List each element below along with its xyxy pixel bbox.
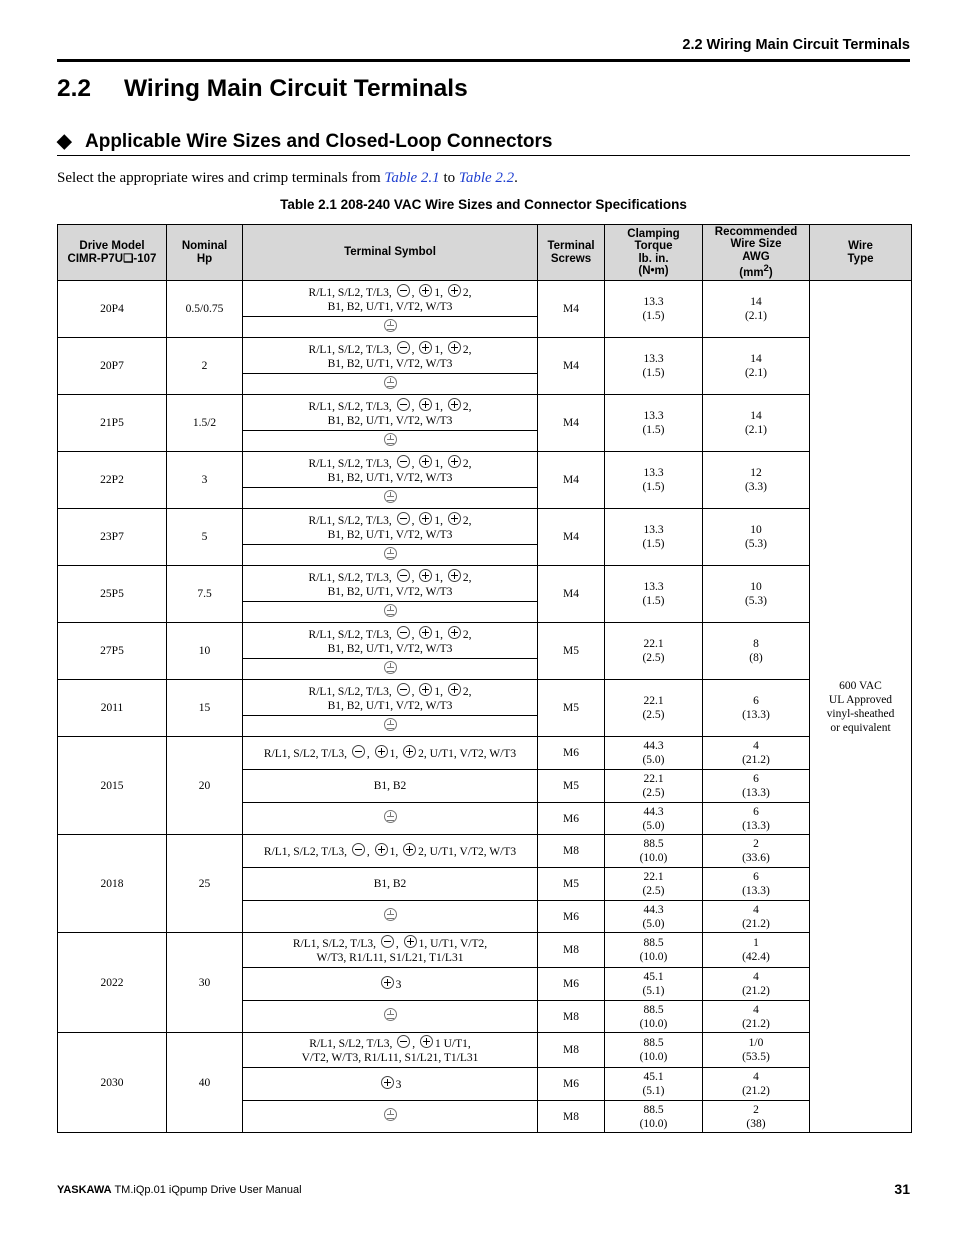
subsection-heading — [57, 130, 553, 153]
ground-icon — [384, 1008, 397, 1021]
ground-terminal-cell — [243, 1001, 538, 1033]
section-number: 2.2 — [57, 75, 92, 102]
plus-terminal-icon — [448, 341, 461, 354]
plus-terminal-icon — [419, 398, 432, 411]
screw-cell: M4 — [538, 509, 605, 566]
screw-cell: M5 — [538, 623, 605, 680]
terminal-symbol-cell: B1, B2 — [243, 868, 538, 901]
model-cell: 2015 — [58, 737, 167, 835]
wire-size-cell: 10 (5.3) — [703, 509, 810, 566]
table-row — [58, 737, 912, 770]
model-cell: 21P5 — [58, 395, 167, 452]
page-number: 31 — [894, 1181, 910, 1197]
wire-size-cell: 6 (13.3) — [703, 868, 810, 901]
section-title: Wiring Main Circuit Terminals — [124, 75, 468, 102]
hp-cell: 2 — [167, 338, 243, 395]
plus-terminal-icon — [381, 1076, 394, 1089]
ground-terminal-cell — [243, 374, 538, 395]
hp-cell: 10 — [167, 623, 243, 680]
terminal-symbol-cell: R/L1, S/L2, T/L3, , 1, 2, U/T1, V/T2, W/T3 — [243, 835, 538, 868]
ground-icon — [384, 718, 397, 731]
col-header-torque: Clamping Torque lb. in. (N•m) — [605, 225, 703, 281]
wire-size-cell: 2 (33.6) — [703, 835, 810, 868]
terminal-symbol-cell: R/L1, S/L2, T/L3, , 1, U/T1, V/T2, W/T3, R1/L11, S1/L21, T1/L31 — [243, 933, 538, 968]
ground-icon — [384, 661, 397, 674]
col-header-wire-size: Recommended Wire Size AWG $(mm^2)$ — [703, 225, 810, 281]
table-row — [58, 395, 912, 431]
torque-cell: 44.3 (5.0) — [605, 737, 703, 770]
screw-cell: M6 — [538, 737, 605, 770]
hp-cell: 7.5 — [167, 566, 243, 623]
table-row — [58, 680, 912, 716]
terminal-symbol-cell: R/L1, S/L2, T/L3, , 1, 2, U/T1, V/T2, W/T3 — [243, 737, 538, 770]
plus-terminal-icon — [375, 745, 388, 758]
screw-cell: M8 — [538, 1033, 605, 1068]
ground-icon — [384, 376, 397, 389]
table-2-2-link[interactable]: Table 2.2 — [458, 170, 515, 186]
screw-cell: M8 — [538, 835, 605, 868]
screw-cell: M6 — [538, 968, 605, 1001]
intro-text: Select the appropriate wires and crimp terminals from — [57, 170, 385, 186]
terminal-symbol-cell: R/L1, S/L2, T/L3, , 1, 2, B1, B2, U/T1, V/T2, W/T3 — [243, 395, 538, 431]
footer-manual-title — [57, 1184, 302, 1196]
ground-terminal-cell — [243, 1101, 538, 1133]
terminal-symbol-cell: R/L1, S/L2, T/L3, , 1, 2, B1, B2, U/T1, V/T2, W/T3 — [243, 509, 538, 545]
plus-terminal-icon — [419, 626, 432, 639]
table-row — [58, 835, 912, 868]
ground-terminal-cell — [243, 488, 538, 509]
model-cell: 2022 — [58, 933, 167, 1033]
ground-icon — [384, 490, 397, 503]
torque-cell: 88.5 (10.0) — [605, 933, 703, 968]
minus-terminal-icon — [397, 512, 410, 525]
screw-cell: M5 — [538, 770, 605, 803]
ground-terminal-cell — [243, 431, 538, 452]
footer-manual-name: TM.iQp.01 iQpump Drive User Manual — [111, 1184, 302, 1196]
torque-cell: 22.1 (2.5) — [605, 623, 703, 680]
model-cell: 2018 — [58, 835, 167, 933]
table-row — [58, 509, 912, 545]
wire-size-cell: 6 (13.3) — [703, 803, 810, 835]
terminal-symbol-cell: R/L1, S/L2, T/L3, , 1, 2, B1, B2, U/T1, V/T2, W/T3 — [243, 680, 538, 716]
screw-cell: M5 — [538, 868, 605, 901]
wire-size-cell: 4 (21.2) — [703, 968, 810, 1001]
subsection-rule — [57, 155, 910, 156]
minus-terminal-icon — [397, 398, 410, 411]
ground-terminal-cell — [243, 545, 538, 566]
screw-cell: M8 — [538, 1001, 605, 1033]
plus-terminal-icon — [419, 284, 432, 297]
torque-cell: 13.3 (1.5) — [605, 338, 703, 395]
plus-terminal-icon — [420, 1035, 433, 1048]
screw-cell: M5 — [538, 680, 605, 737]
wire-size-table — [57, 224, 912, 1133]
ground-terminal-cell — [243, 602, 538, 623]
screw-cell: M4 — [538, 452, 605, 509]
hp-cell: 20 — [167, 737, 243, 835]
plus-terminal-icon — [448, 683, 461, 696]
minus-terminal-icon — [397, 284, 410, 297]
col-header-hp: Nominal Hp — [167, 225, 243, 281]
terminal-symbol-cell: R/L1, S/L2, T/L3, , 1, 2, B1, B2, U/T1, V/T2, W/T3 — [243, 623, 538, 659]
torque-cell: 13.3 (1.5) — [605, 509, 703, 566]
minus-terminal-icon — [397, 341, 410, 354]
minus-terminal-icon — [397, 626, 410, 639]
hp-cell: 40 — [167, 1033, 243, 1133]
plus-terminal-icon — [403, 843, 416, 856]
table-row — [58, 338, 912, 374]
table-row — [58, 566, 912, 602]
model-cell: 2030 — [58, 1033, 167, 1133]
ground-icon — [384, 319, 397, 332]
ground-terminal-cell — [243, 803, 538, 835]
terminal-symbol-cell: R/L1, S/L2, T/L3, , 1, 2, B1, B2, U/T1, V/T2, W/T3 — [243, 281, 538, 317]
col-header-screws: Terminal Screws — [538, 225, 605, 281]
table-row — [58, 1033, 912, 1068]
wire-size-cell: 6 (13.3) — [703, 770, 810, 803]
wire-size-cell: 8 (8) — [703, 623, 810, 680]
model-cell: 27P5 — [58, 623, 167, 680]
table-row — [58, 281, 912, 317]
wire-size-cell: 1/0 (53.5) — [703, 1033, 810, 1068]
plus-terminal-icon — [381, 976, 394, 989]
running-header: 2.2 Wiring Main Circuit Terminals — [682, 37, 910, 53]
plus-terminal-icon — [419, 341, 432, 354]
screw-cell: M4 — [538, 281, 605, 338]
ground-icon — [384, 908, 397, 921]
minus-terminal-icon — [397, 455, 410, 468]
plus-terminal-icon — [419, 512, 432, 525]
torque-cell: 88.5 (10.0) — [605, 835, 703, 868]
torque-cell: 13.3 (1.5) — [605, 566, 703, 623]
screw-cell: M6 — [538, 1068, 605, 1101]
torque-cell: 22.1 (2.5) — [605, 680, 703, 737]
wire-size-cell: 4 (21.2) — [703, 1068, 810, 1101]
table-row — [58, 452, 912, 488]
ground-terminal-cell — [243, 659, 538, 680]
wire-size-cell: 12 (3.3) — [703, 452, 810, 509]
torque-cell: 13.3 (1.5) — [605, 395, 703, 452]
screw-cell: M4 — [538, 395, 605, 452]
header-rule — [57, 59, 910, 62]
ground-icon — [384, 547, 397, 560]
screw-cell: M6 — [538, 803, 605, 835]
plus-terminal-icon — [448, 398, 461, 411]
terminal-symbol-cell: 3 — [243, 1068, 538, 1101]
hp-cell: 0.5/0.75 — [167, 281, 243, 338]
torque-cell: 88.5 (10.0) — [605, 1033, 703, 1068]
hp-cell: 5 — [167, 509, 243, 566]
wire-size-cell: 10 (5.3) — [703, 566, 810, 623]
col-header-model: Drive Model CIMR-P7U❑-107 — [58, 225, 167, 281]
model-cell: 20P4 — [58, 281, 167, 338]
terminal-symbol-cell: R/L1, S/L2, T/L3, , 1 U/T1, V/T2, W/T3, R1/L11, S1/L21, T1/L31 — [243, 1033, 538, 1068]
col-header-symbol: Terminal Symbol — [243, 225, 538, 281]
intro-paragraph — [57, 170, 518, 187]
plus-terminal-icon — [404, 935, 417, 948]
plus-terminal-icon — [448, 626, 461, 639]
model-cell: 2011 — [58, 680, 167, 737]
intro-text: . — [514, 170, 518, 186]
model-cell: 22P2 — [58, 452, 167, 509]
plus-terminal-icon — [448, 569, 461, 582]
ground-terminal-cell — [243, 901, 538, 933]
model-cell: 23P7 — [58, 509, 167, 566]
ground-terminal-cell — [243, 716, 538, 737]
wire-size-cell: 14 (2.1) — [703, 395, 810, 452]
plus-terminal-icon — [403, 745, 416, 758]
minus-terminal-icon — [352, 745, 365, 758]
wire-size-cell: 6 (13.3) — [703, 680, 810, 737]
wire-size-cell: 14 (2.1) — [703, 281, 810, 338]
torque-cell: 45.1 (5.1) — [605, 1068, 703, 1101]
minus-terminal-icon — [397, 683, 410, 696]
ground-terminal-cell — [243, 317, 538, 338]
section-heading — [57, 75, 468, 103]
torque-cell: 44.3 (5.0) — [605, 901, 703, 933]
table-2-1-link[interactable]: Table 2.1 — [384, 170, 440, 186]
screw-cell: M6 — [538, 901, 605, 933]
model-cell: 25P5 — [58, 566, 167, 623]
hp-cell: 25 — [167, 835, 243, 933]
ground-icon — [384, 433, 397, 446]
torque-cell: 13.3 (1.5) — [605, 281, 703, 338]
terminal-symbol-cell: 3 — [243, 968, 538, 1001]
wire-size-cell: 14 (2.1) — [703, 338, 810, 395]
plus-terminal-icon — [419, 455, 432, 468]
plus-terminal-icon — [419, 683, 432, 696]
plus-terminal-icon — [448, 455, 461, 468]
wire-type-cell: 600 VAC UL Approved vinyl-sheathed or equivalent — [810, 281, 912, 1133]
terminal-symbol-cell: R/L1, S/L2, T/L3, , 1, 2, B1, B2, U/T1, V/T2, W/T3 — [243, 566, 538, 602]
minus-terminal-icon — [352, 843, 365, 856]
table-row — [58, 933, 912, 968]
torque-cell: 88.5 (10.0) — [605, 1101, 703, 1133]
footer-brand: YASKAWA — [57, 1184, 112, 1196]
subsection-title: Applicable Wire Sizes and Closed-Loop Connectors — [85, 131, 553, 152]
hp-cell: 3 — [167, 452, 243, 509]
torque-cell: 22.1 (2.5) — [605, 868, 703, 901]
intro-text: to — [439, 170, 459, 186]
hp-cell: 1.5/2 — [167, 395, 243, 452]
terminal-symbol-cell: R/L1, S/L2, T/L3, , 1, 2, B1, B2, U/T1, V/T2, W/T3 — [243, 452, 538, 488]
torque-cell: 45.1 (5.1) — [605, 968, 703, 1001]
minus-terminal-icon — [397, 1035, 410, 1048]
terminal-symbol-cell: R/L1, S/L2, T/L3, , 1, 2, B1, B2, U/T1, V/T2, W/T3 — [243, 338, 538, 374]
torque-cell: 44.3 (5.0) — [605, 803, 703, 835]
plus-terminal-icon — [448, 284, 461, 297]
col-header-wire-type: Wire Type — [810, 225, 912, 281]
screw-cell: M4 — [538, 566, 605, 623]
hp-cell: 30 — [167, 933, 243, 1033]
minus-terminal-icon — [397, 569, 410, 582]
model-cell: 20P7 — [58, 338, 167, 395]
wire-size-cell: 1 (42.4) — [703, 933, 810, 968]
wire-size-cell: 2 (38) — [703, 1101, 810, 1133]
plus-terminal-icon — [419, 569, 432, 582]
screw-cell: M8 — [538, 1101, 605, 1133]
ground-icon — [384, 604, 397, 617]
diamond-bullet-icon: ◆ — [57, 131, 72, 152]
torque-cell: 88.5 (10.0) — [605, 1001, 703, 1033]
wire-size-cell: 4 (21.2) — [703, 737, 810, 770]
table-caption: Table 2.1 208-240 VAC Wire Sizes and Connector Specifications — [280, 197, 687, 212]
table-header-row — [58, 225, 912, 281]
hp-cell: 15 — [167, 680, 243, 737]
screw-cell: M8 — [538, 933, 605, 968]
terminal-symbol-cell: B1, B2 — [243, 770, 538, 803]
wire-size-cell: 4 (21.2) — [703, 901, 810, 933]
screw-cell: M4 — [538, 338, 605, 395]
ground-icon — [384, 810, 397, 823]
minus-terminal-icon — [381, 935, 394, 948]
ground-icon — [384, 1108, 397, 1121]
plus-terminal-icon — [375, 843, 388, 856]
torque-cell: 22.1 (2.5) — [605, 770, 703, 803]
table-row — [58, 623, 912, 659]
torque-cell: 13.3 (1.5) — [605, 452, 703, 509]
plus-terminal-icon — [448, 512, 461, 525]
wire-size-cell: 4 (21.2) — [703, 1001, 810, 1033]
